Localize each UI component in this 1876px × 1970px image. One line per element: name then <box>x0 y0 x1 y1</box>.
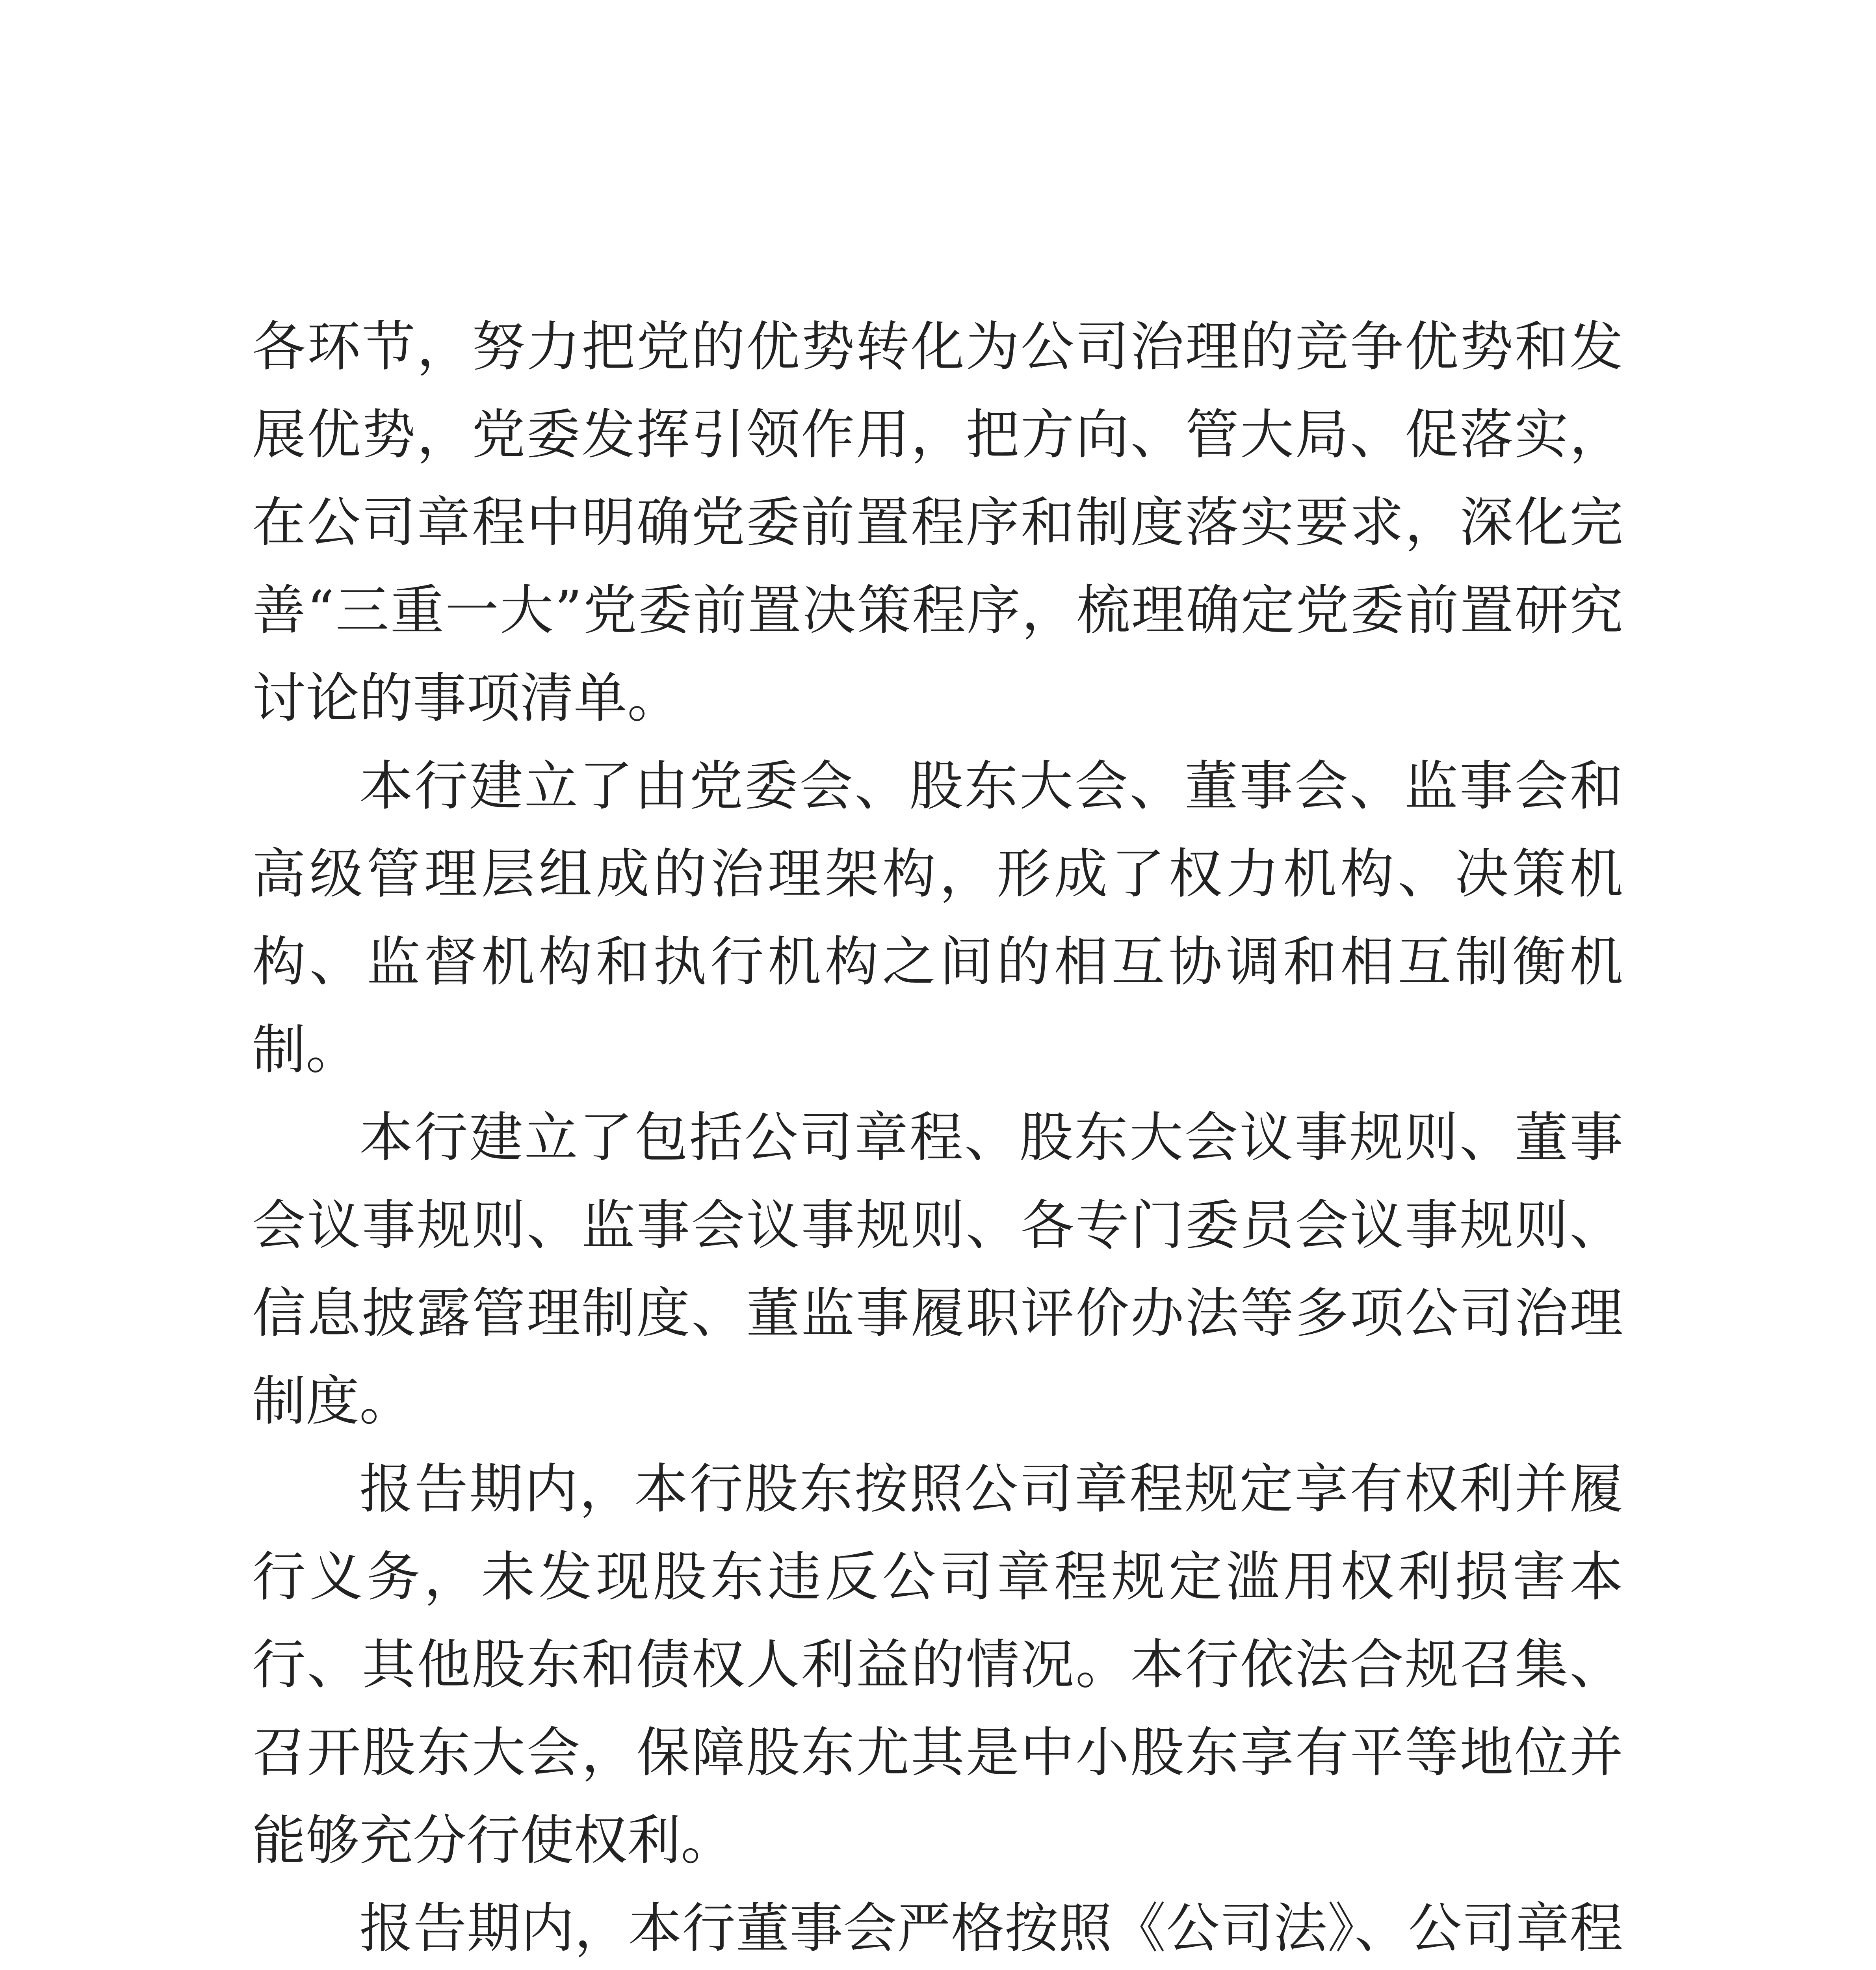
body-text <box>252 303 1623 1970</box>
paragraph-3: 本行建立了包括公司章程、股东大会议事规则、董事会议事规则、监事会议事规则、各专门委员会议事规则、信息披露管理制度、董监事履职评价办法等多项公司治理制度。 <box>252 1107 1623 1433</box>
paragraph-4: 报告期内，本行股东按照公司章程规定享有权利并履行义务，未发现股东违反公司章程规定滥用权利损害本行、其他股东和债权人利益的情况。本行依法合规召集、召开股东大会，保障股东尤其是中小股东享有平等地位并能够充分行使权利。 <box>252 1458 1623 1872</box>
paragraph-2: 本行建立了由党委会、股东大会、董事会、监事会和高级管理层组成的治理架构，形成了权力机构、决策机构、监督机构和执行机构之间的相互协调和相互制衡机制。 <box>252 755 1623 1081</box>
paragraph-5: 报告期内，本行董事会严格按照《公司法》、公司章程 <box>359 1898 1623 1960</box>
paragraph-1: 各环节，努力把党的优势转化为公司治理的竞争优势和发展优势，党委发挥引领作用，把方向、管大局、促落实，在公司章程中明确党委前置程序和制度落实要求，深化完善“三重一大”党委前置决策程序，梳理确定党委前置研究讨论的事项清单。 <box>252 316 1623 730</box>
